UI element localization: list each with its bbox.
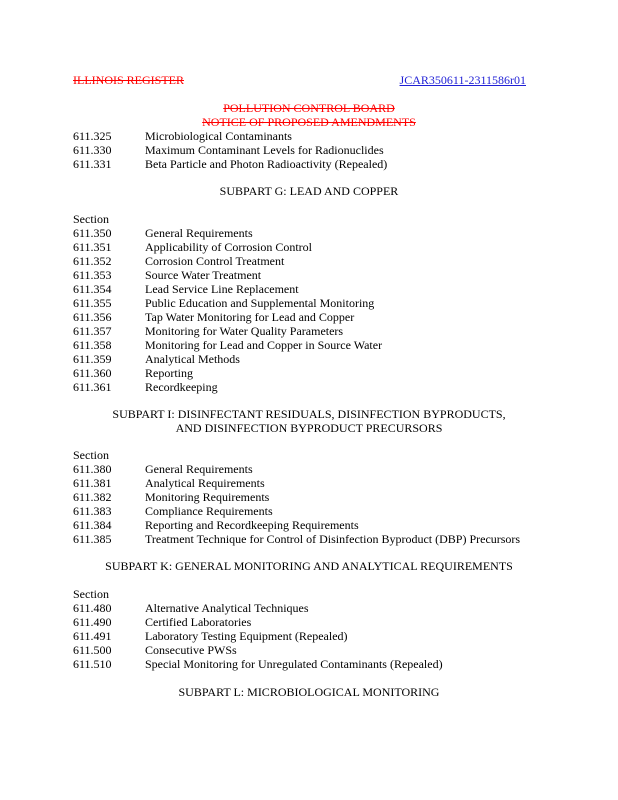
section-label: Section: [73, 587, 109, 601]
section-row: [73, 310, 354, 324]
section-number: 611.380: [73, 462, 112, 476]
section-row: [73, 601, 309, 615]
section-title: Lead Service Line Replacement: [145, 282, 299, 296]
section-title: Maximum Contaminant Levels for Radionuclides: [145, 143, 384, 157]
section-number: 611.325: [73, 129, 112, 143]
section-number: 611.480: [73, 601, 112, 615]
section-number: 611.491: [73, 629, 112, 643]
section-number: 611.358: [73, 338, 112, 352]
section-number: 611.359: [73, 352, 112, 366]
agency-name: POLLUTION CONTROL BOARD: [223, 101, 395, 115]
section-row: [73, 226, 253, 240]
section-row: [73, 643, 237, 657]
section-number: 611.355: [73, 296, 112, 310]
section-number: 611.500: [73, 643, 112, 657]
section-row: [73, 629, 348, 643]
section-title: Monitoring for Water Quality Parameters: [145, 324, 344, 338]
section-row: [73, 268, 261, 282]
section-label: Section: [73, 212, 109, 226]
section-title: Applicability of Corrosion Control: [145, 240, 312, 254]
section-row: [73, 532, 520, 546]
section-number: 611.353: [73, 268, 112, 282]
section-row: [73, 324, 343, 338]
subpart-k-heading: SUBPART K: GENERAL MONITORING AND ANALYTICAL REQUIREMENTS: [105, 559, 513, 573]
register-title: ILLINOIS REGISTER: [73, 73, 184, 87]
section-number: 611.331: [73, 157, 112, 171]
section-title: Laboratory Testing Equipment (Repealed): [145, 629, 348, 643]
section-row: [73, 282, 299, 296]
section-number: 611.490: [73, 615, 112, 629]
section-title: Microbiological Contaminants: [145, 129, 292, 143]
section-number: 611.381: [73, 476, 112, 490]
section-title: Beta Particle and Photon Radioactivity (Repealed): [145, 157, 388, 171]
section-title: Tap Water Monitoring for Lead and Copper: [145, 310, 355, 324]
section-row: [73, 476, 265, 490]
section-title: Compliance Requirements: [145, 504, 273, 518]
section-row: [73, 380, 218, 394]
section-title: Monitoring Requirements: [145, 490, 270, 504]
subpart-g-heading: SUBPART G: LEAD AND COPPER: [219, 184, 399, 198]
section-title: Reporting: [145, 366, 193, 380]
notice-title: NOTICE OF PROPOSED AMENDMENTS: [202, 115, 416, 129]
section-row: [73, 518, 359, 532]
section-title: Monitoring for Lead and Copper in Source Water: [145, 338, 383, 352]
section-title: Reporting and Recordkeeping Requirements: [145, 518, 359, 532]
section-title: Certified Laboratories: [145, 615, 252, 629]
section-title: Alternative Analytical Techniques: [145, 601, 309, 615]
section-number: 611.382: [73, 490, 112, 504]
section-title: Recordkeeping: [145, 380, 218, 394]
subpart-l-heading: SUBPART L: MICROBIOLOGICAL MONITORING: [178, 685, 440, 699]
section-number: 611.383: [73, 504, 112, 518]
section-row: [73, 352, 240, 366]
section-row: [73, 157, 387, 171]
section-row: [73, 657, 443, 671]
section-number: 611.357: [73, 324, 112, 338]
section-row: [73, 462, 253, 476]
section-title: Analytical Requirements: [145, 476, 265, 490]
section-title: Analytical Methods: [145, 352, 240, 366]
section-number: 611.350: [73, 226, 112, 240]
section-number: 611.510: [73, 657, 112, 671]
section-row: [73, 366, 193, 380]
section-row: [73, 338, 382, 352]
subpart-i-heading-line1: SUBPART I: DISINFECTANT RESIDUALS, DISINFECTION BYPRODUCTS,: [112, 407, 506, 421]
section-row: [73, 254, 284, 268]
section-number: 611.360: [73, 366, 112, 380]
section-title: Public Education and Supplemental Monitoring: [145, 296, 375, 310]
section-row: [73, 296, 374, 310]
section-row: [73, 143, 384, 157]
section-row: [73, 240, 312, 254]
section-title: Source Water Treatment: [145, 268, 262, 282]
section-title: Consecutive PWSs: [145, 643, 237, 657]
section-number: 611.354: [73, 282, 112, 296]
section-number: 611.356: [73, 310, 112, 324]
section-number: 611.384: [73, 518, 112, 532]
section-row: [73, 615, 251, 629]
section-row: [73, 490, 269, 504]
section-number: 611.352: [73, 254, 112, 268]
section-number: 611.361: [73, 380, 112, 394]
section-title: Corrosion Control Treatment: [145, 254, 285, 268]
section-title: Treatment Technique for Control of Disinfection Byproduct (DBP) Precursors: [145, 532, 521, 546]
section-label: Section: [73, 448, 109, 462]
section-title: Special Monitoring for Unregulated Contaminants (Repealed): [145, 657, 443, 671]
subpart-i-heading-line2: AND DISINFECTION BYPRODUCT PRECURSORS: [175, 421, 443, 435]
section-number: 611.330: [73, 143, 112, 157]
section-number: 611.385: [73, 532, 112, 546]
section-row: [73, 129, 292, 143]
section-title: General Requirements: [145, 226, 253, 240]
jcar-reference-link[interactable]: JCAR350611-2311586r01: [399, 73, 526, 87]
section-title: General Requirements: [145, 462, 253, 476]
section-row: [73, 504, 273, 518]
section-number: 611.351: [73, 240, 112, 254]
